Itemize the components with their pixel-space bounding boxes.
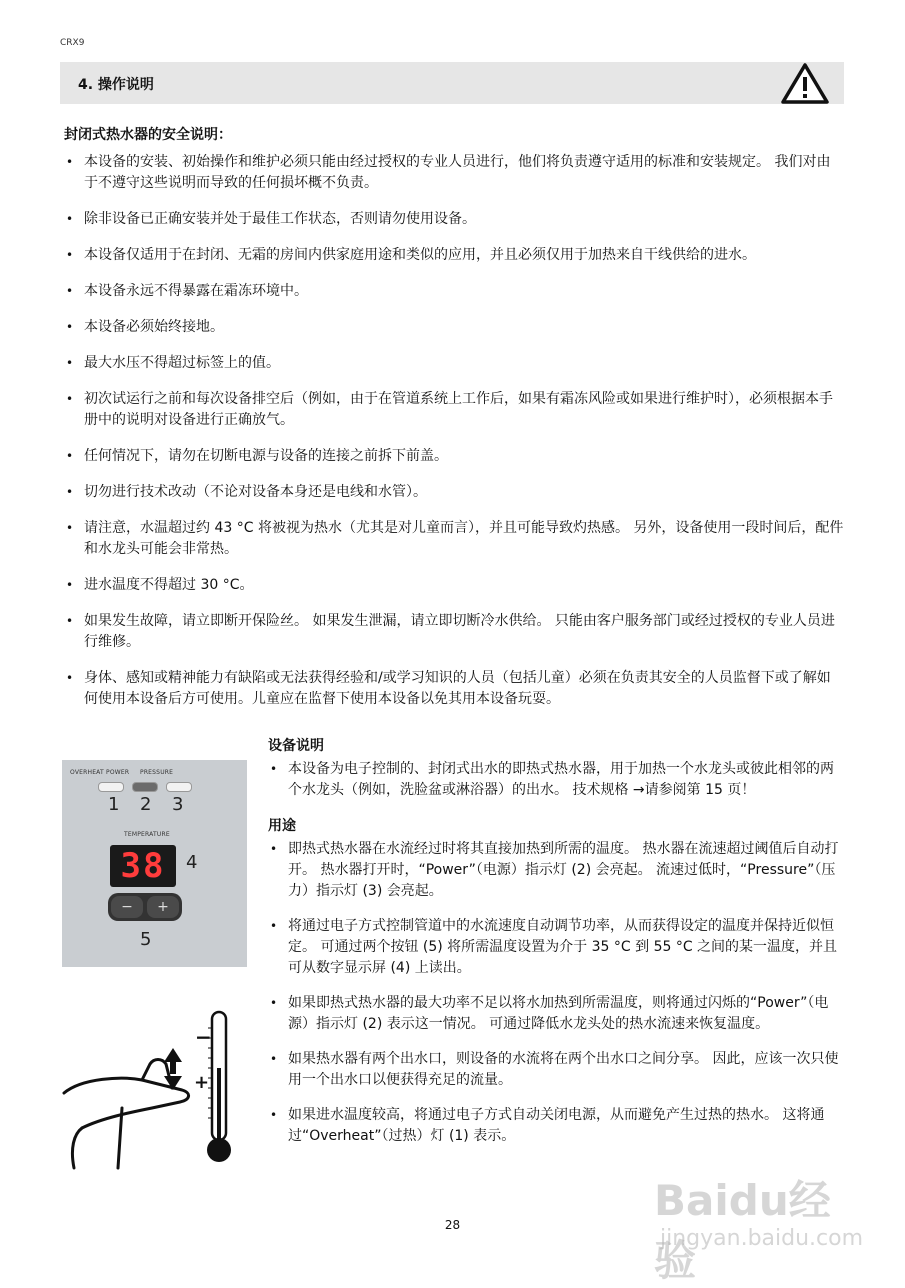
watermark-brand: Baidu经验 xyxy=(654,1176,831,1285)
callout-5: 5 xyxy=(140,929,152,950)
display-digits: 38 xyxy=(120,846,166,886)
plus-button[interactable]: + xyxy=(147,896,179,918)
list-item: • 除非设备已正确安装并处于最佳工作状态，否则请勿使用设备。 xyxy=(64,209,844,230)
faucet-thermometer-illustration xyxy=(62,1008,252,1178)
label-power: POWER xyxy=(106,769,130,776)
model-label: CRX9 xyxy=(60,38,85,48)
label-temperature: TEMPERATURE xyxy=(124,831,170,838)
label-pressure: PRESSURE xyxy=(140,769,174,776)
list-item: • 进水温度不得超过 30 °C。 xyxy=(64,575,844,596)
page-number: 28 xyxy=(444,1218,461,1232)
pressure-led xyxy=(166,782,192,792)
callout-3: 3 xyxy=(172,794,184,815)
temperature-display xyxy=(110,845,176,887)
device-section xyxy=(268,735,844,1161)
illus-plus-label: + xyxy=(194,1072,210,1093)
list-item: • 切勿进行技术改动（不论对设备本身还是电线和水管）。 xyxy=(64,482,844,503)
usage-heading: 用途 xyxy=(268,818,296,834)
overheat-led xyxy=(98,782,124,792)
list-item: • 如果进水温度较高，将通过电子方式自动关闭电源，从而避免产生过热的热水。 这将通过“Overheat”（过热）灯 (1) 表示。 xyxy=(268,1105,844,1147)
section-title: 4. 操作说明 xyxy=(78,77,154,93)
faucet-icon xyxy=(64,1060,189,1169)
minus-button[interactable]: − xyxy=(111,896,143,918)
list-item: • 本设备为电子控制的、封闭式出水的即热式热水器，用于加热一个水龙头或彼此相邻的两个水龙头（例如，洗脸盆或淋浴器）的出水。 技术规格 →请参阅第 15 页！ xyxy=(268,759,844,801)
watermark xyxy=(640,1168,870,1285)
list-item: • 最大水压不得超过标签上的值。 xyxy=(64,353,844,374)
list-item: • 本设备必须始终接地。 xyxy=(64,317,844,338)
list-item: • 初次试运行之前和每次设备排空后（例如，由于在管道系统上工作后，如果有霜冻风险或如果进行维护时），必须根据本手册中的说明对设备进行正确放气。 xyxy=(64,389,844,431)
list-item: • 即热式热水器在水流经过时将其直接加热到所需的温度。 热水器在流速超过阈值后自动打开。 热水器打开时，“Power”（电源）指示灯 (2) 会亮起。 流速过低时，“Pressure”（压力）指示灯 (3) 会亮起。 xyxy=(268,839,844,902)
button-bar xyxy=(108,893,182,921)
safety-list xyxy=(64,152,844,710)
list-item: • 任何情况下，请勿在切断电源与设备的连接之前拆下前盖。 xyxy=(64,446,844,467)
list-item: • 如果发生故障，请立即断开保险丝。 如果发生泄漏，请立即切断冷水供给。 只能由客户服务部门或经过授权的专业人员进行维修。 xyxy=(64,611,844,653)
illus-minus-label: − xyxy=(195,1025,212,1049)
list-item: • 如果热水器有两个出水口，则设备的水流将在两个出水口之间分享。 因此，应该一次只使用一个出水口以便获得充足的流量。 xyxy=(268,1049,844,1091)
callout-2: 2 xyxy=(140,794,152,815)
usage-list xyxy=(268,839,844,1147)
list-item: • 本设备仅适用于在封闭、无霜的房间内供家庭用途和类似的应用，并且必须仅用于加热来自干线供给的进水。 xyxy=(64,245,844,266)
section-header xyxy=(60,62,844,104)
device-heading: 设备说明 xyxy=(268,738,324,754)
power-led xyxy=(132,782,158,792)
list-item: • 本设备永远不得暴露在霜冻环境中。 xyxy=(64,281,844,302)
device-list xyxy=(268,759,844,801)
list-item: • 请注意，水温超过约 43 °C 将被视为热水（尤其是对儿童而言），并且可能导致灼热感。 另外，设备使用一段时间后，配件和水龙头可能会非常热。 xyxy=(64,518,844,560)
list-item: • 本设备的安装、初始操作和维护必须只能由经过授权的专业人员进行，他们将负责遵守适用的标准和安装规定。 我们对由于不遵守这些说明而导致的任何损坏概不负责。 xyxy=(64,152,844,194)
list-item: • 将通过电子方式控制管道中的水流速度自动调节功率，从而获得设定的温度并保持近似恒定。 可通过两个按钮 (5) 将所需温度设置为介于 35 °C 到 55 °C 之间的某一温度，并且可从数字显示屏 (4) 上读出。 xyxy=(268,916,844,979)
safety-section xyxy=(64,124,844,725)
callout-4: 4 xyxy=(186,852,198,873)
warning-icon xyxy=(780,62,830,104)
callout-1: 1 xyxy=(108,794,120,815)
label-overheat: OVERHEAT xyxy=(70,769,104,776)
safety-heading: 封闭式热水器的安全说明： xyxy=(64,127,232,143)
list-item: • 如果即热式热水器的最大功率不足以将水加热到所需温度，则将通过闪烁的“Power”（电源）指示灯 (2) 表示这一情况。 可通过降低水龙头处的热水流速来恢复温度。 xyxy=(268,993,844,1035)
list-item: • 身体、感知或精神能力有缺陷或无法获得经验和/或学习知识的人员（包括儿童）必须在负责其安全的人员监督下或了解如何使用本设备后方可使用。儿童应在监督下使用本设备以免其用本设备玩耍。 xyxy=(64,668,844,710)
watermark-url: jingyan.baidu.com xyxy=(660,1226,864,1251)
